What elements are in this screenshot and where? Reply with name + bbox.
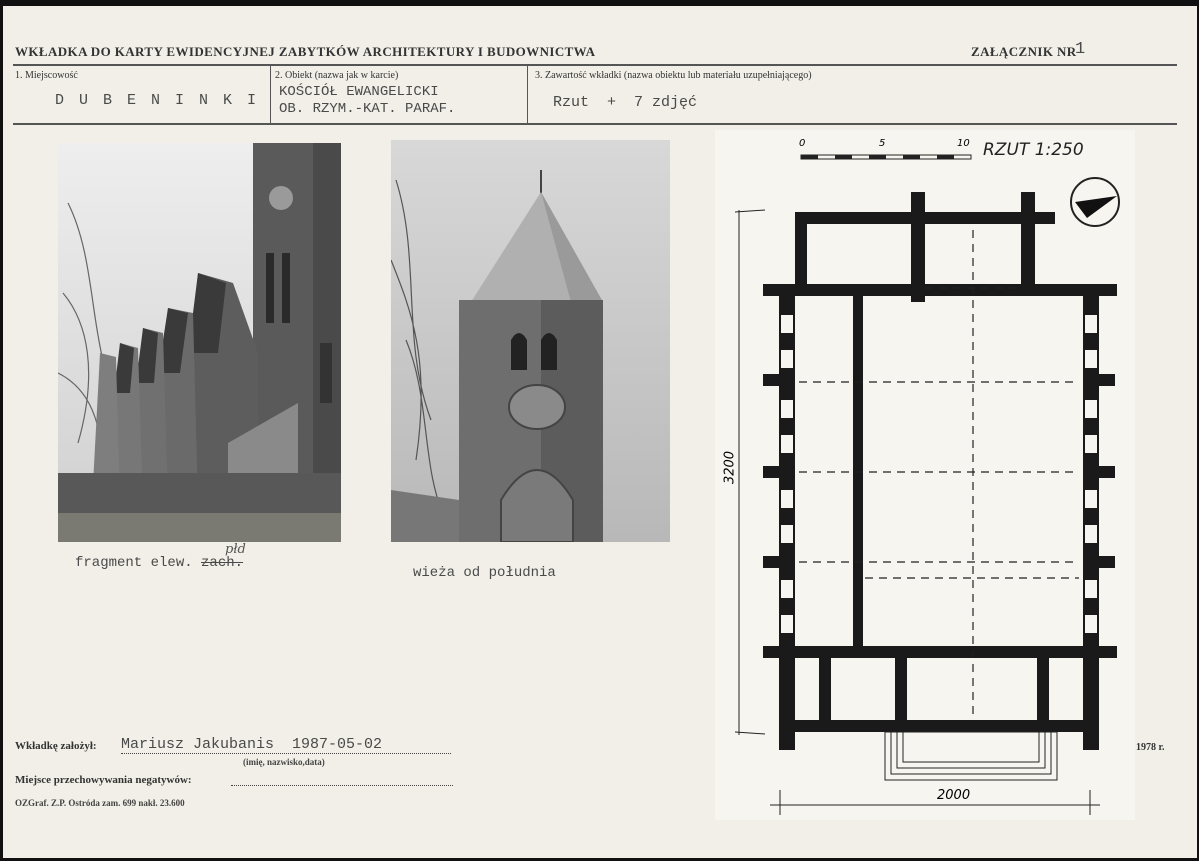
field-object-line2: OB. RZYM.-KAT. PARAF. bbox=[279, 101, 456, 117]
photo-tower bbox=[391, 140, 670, 542]
photo2-caption: wieża od południa bbox=[413, 565, 556, 581]
founded-value: Mariusz Jakubanis 1987-05-02 bbox=[121, 736, 451, 754]
printer-note: OZGraf. Z.P. Ostróda zam. 699 nakł. 23.600 bbox=[15, 798, 185, 808]
field-object-line1: KOŚCIÓŁ EWANGELICKI bbox=[279, 84, 439, 100]
photo1-caption-text: fragment elew. bbox=[75, 555, 193, 571]
field-content-value: Rzut + 7 zdjęć bbox=[553, 94, 698, 111]
founded-hint: (imię, nazwisko,data) bbox=[243, 757, 325, 767]
photo1-caption bbox=[75, 555, 243, 571]
founded-label: Wkładkę założył: bbox=[15, 740, 97, 752]
record-sheet bbox=[3, 6, 1197, 858]
year-note: 1978 r. bbox=[1136, 742, 1165, 753]
annex-number: 1 bbox=[1075, 40, 1086, 59]
photo1-handwritten-correction: płd bbox=[225, 542, 246, 557]
field-place-label: 1. Miejscowość bbox=[15, 70, 78, 81]
dimension-vertical: 3200 bbox=[722, 450, 738, 485]
sheet-title: WKŁADKA DO KARTY EWIDENCYJNEJ ZABYTKÓW ARCHITEKTURY I BUDOWNICTWA bbox=[15, 44, 596, 59]
field-place-value: D U B E N I N K I bbox=[55, 92, 260, 109]
photo1-caption-struck: zach. bbox=[201, 555, 244, 571]
field-object-label: 2. Obiekt (nazwa jak w karcie) bbox=[275, 70, 399, 81]
dimension-horizontal: 2000 bbox=[937, 788, 971, 803]
storage-field bbox=[231, 784, 453, 786]
floor-plan bbox=[715, 130, 1135, 820]
plan-title: RZUT 1:250 bbox=[983, 140, 1084, 160]
scale-label-10: 10 bbox=[957, 138, 970, 149]
photo-facade bbox=[58, 143, 341, 542]
annex-label: ZAŁĄCZNIK NR bbox=[971, 44, 1077, 59]
field-content-label: 3. Zawartość wkładki (nazwa obiektu lub materiału uzupełniającego) bbox=[535, 70, 812, 81]
storage-label: Miejsce przechowywania negatywów: bbox=[15, 774, 192, 786]
scale-label-0: 0 bbox=[799, 138, 806, 149]
scale-label-5: 5 bbox=[879, 138, 886, 149]
